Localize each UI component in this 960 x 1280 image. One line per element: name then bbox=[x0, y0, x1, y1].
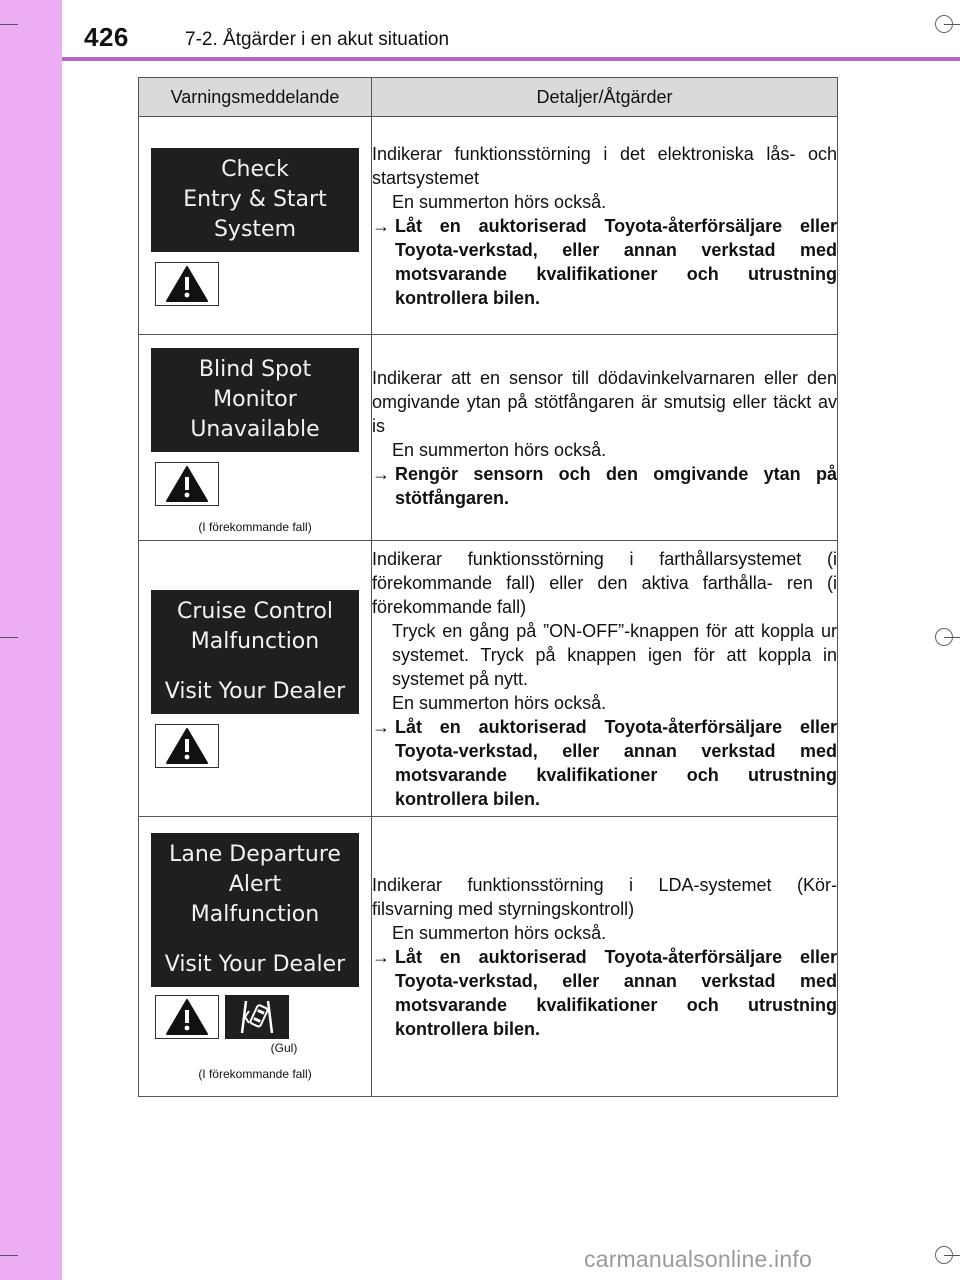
warning-triangle-icon bbox=[155, 995, 219, 1039]
message-display bbox=[151, 148, 359, 252]
details-cell bbox=[372, 541, 838, 817]
warning-triangle-icon bbox=[155, 462, 219, 506]
lane-departure-alert-icon bbox=[225, 995, 289, 1039]
details-cell bbox=[372, 817, 838, 1097]
page-number: 426 bbox=[84, 22, 129, 52]
display-line: Cruise Control bbox=[177, 598, 333, 624]
page-sidebar bbox=[0, 0, 62, 1280]
display-line: Unavailable bbox=[190, 416, 320, 442]
watermark: carmanualsonline.info bbox=[584, 1246, 812, 1272]
message-cell bbox=[139, 817, 372, 1097]
icon-caption: (Gul) bbox=[270, 1040, 298, 1055]
message-display bbox=[151, 590, 359, 714]
display-line: Malfunction bbox=[190, 628, 320, 654]
description-text: Indikerar funktionsstörning i det elektroniska lås- och startsystemet bbox=[372, 143, 837, 188]
action-text bbox=[372, 715, 837, 811]
action-label: Låt en auktoriserad Toyota-återförsäljare eller Toyota-verkstad, eller annan verkstad med motsvarande kvalifikationer och utrustning kontrollera bilen. bbox=[395, 946, 837, 1039]
action-label: Låt en auktoriserad Toyota-återförsäljare eller Toyota-verkstad, eller annan verkstad med motsvarande kvalifikationer och utrustning kontrollera bilen. bbox=[395, 215, 837, 308]
buzzer-text: En summerton hörs också. bbox=[392, 439, 607, 460]
crop-circle bbox=[935, 15, 953, 33]
description-text: Indikerar funktionsstörning i farthållarsystemet (i förekommande fall) eller den aktiva farthålla- ren (i förekommande fall) bbox=[372, 548, 837, 617]
table-row bbox=[139, 117, 838, 335]
table-header-row bbox=[139, 78, 838, 117]
display-line: Visit Your Dealer bbox=[164, 678, 346, 704]
display-line: Check bbox=[221, 156, 289, 182]
crop-circle bbox=[935, 628, 953, 646]
arrow-icon: → bbox=[372, 215, 390, 236]
description-text: Indikerar att en sensor till dödavinkelvarnaren eller den omgivande ytan på stötfångaren är smutsig eller täckt av is bbox=[372, 367, 837, 436]
message-cell bbox=[139, 541, 372, 817]
display-line: Entry & Start System bbox=[183, 186, 327, 242]
action-label: Låt en auktoriserad Toyota-återförsäljare eller Toyota-verkstad, eller annan verkstad med motsvarande kvalifikationer och utrustning kontrollera bilen. bbox=[395, 716, 837, 809]
action-label: Rengör sensorn och den omgivande ytan på stötfångaren. bbox=[395, 463, 837, 508]
table-row bbox=[139, 541, 838, 817]
message-cell bbox=[139, 117, 372, 335]
column-header-details: Detaljer/Åtgärder bbox=[372, 78, 838, 117]
arrow-icon: → bbox=[372, 463, 390, 484]
arrow-icon: → bbox=[372, 946, 390, 967]
note-text: Tryck en gång på ”ON-OFF”-knappen för att koppla ur systemet. Tryck på knappen igen för att koppla in systemet på nytt. bbox=[392, 620, 837, 689]
column-header-message: Varningsmeddelande bbox=[139, 78, 372, 117]
display-line: Lane Departure bbox=[169, 841, 341, 867]
crop-mark bbox=[0, 24, 18, 25]
caption: (I förekommande fall) bbox=[198, 519, 312, 534]
action-text bbox=[372, 945, 837, 1041]
display-line: Blind Spot bbox=[198, 356, 312, 382]
message-cell bbox=[139, 335, 372, 541]
table-row bbox=[139, 335, 838, 541]
crop-mark bbox=[0, 637, 18, 638]
buzzer-text: En summerton hörs också. bbox=[392, 922, 607, 943]
caption: (I förekommande fall) bbox=[198, 1066, 312, 1081]
warning-triangle-icon bbox=[155, 262, 219, 306]
warning-triangle-icon bbox=[155, 724, 219, 768]
action-text bbox=[372, 214, 837, 310]
buzzer-text: En summerton hörs också. bbox=[392, 191, 607, 212]
buzzer-text: En summerton hörs också. bbox=[392, 692, 607, 713]
action-text bbox=[372, 462, 837, 510]
crop-circle bbox=[935, 1246, 953, 1264]
crop-mark bbox=[0, 1255, 18, 1256]
display-line: Visit Your Dealer bbox=[164, 951, 346, 977]
details-cell bbox=[372, 335, 838, 541]
warning-message-table bbox=[138, 77, 838, 1097]
details-cell bbox=[372, 117, 838, 335]
display-line: Monitor bbox=[213, 386, 297, 412]
description-text: Indikerar funktionsstörning i LDA-systemet (Kör- filsvarning med styrningskontroll) bbox=[372, 874, 837, 919]
display-line: Alert bbox=[228, 871, 282, 897]
table-row bbox=[139, 817, 838, 1097]
section-title: 7-2. Åtgärder i en akut situation bbox=[185, 29, 450, 50]
arrow-icon: → bbox=[372, 716, 390, 737]
display-line: Malfunction bbox=[190, 901, 320, 927]
message-display bbox=[151, 348, 359, 452]
message-display bbox=[151, 833, 359, 987]
header-rule bbox=[62, 57, 960, 61]
